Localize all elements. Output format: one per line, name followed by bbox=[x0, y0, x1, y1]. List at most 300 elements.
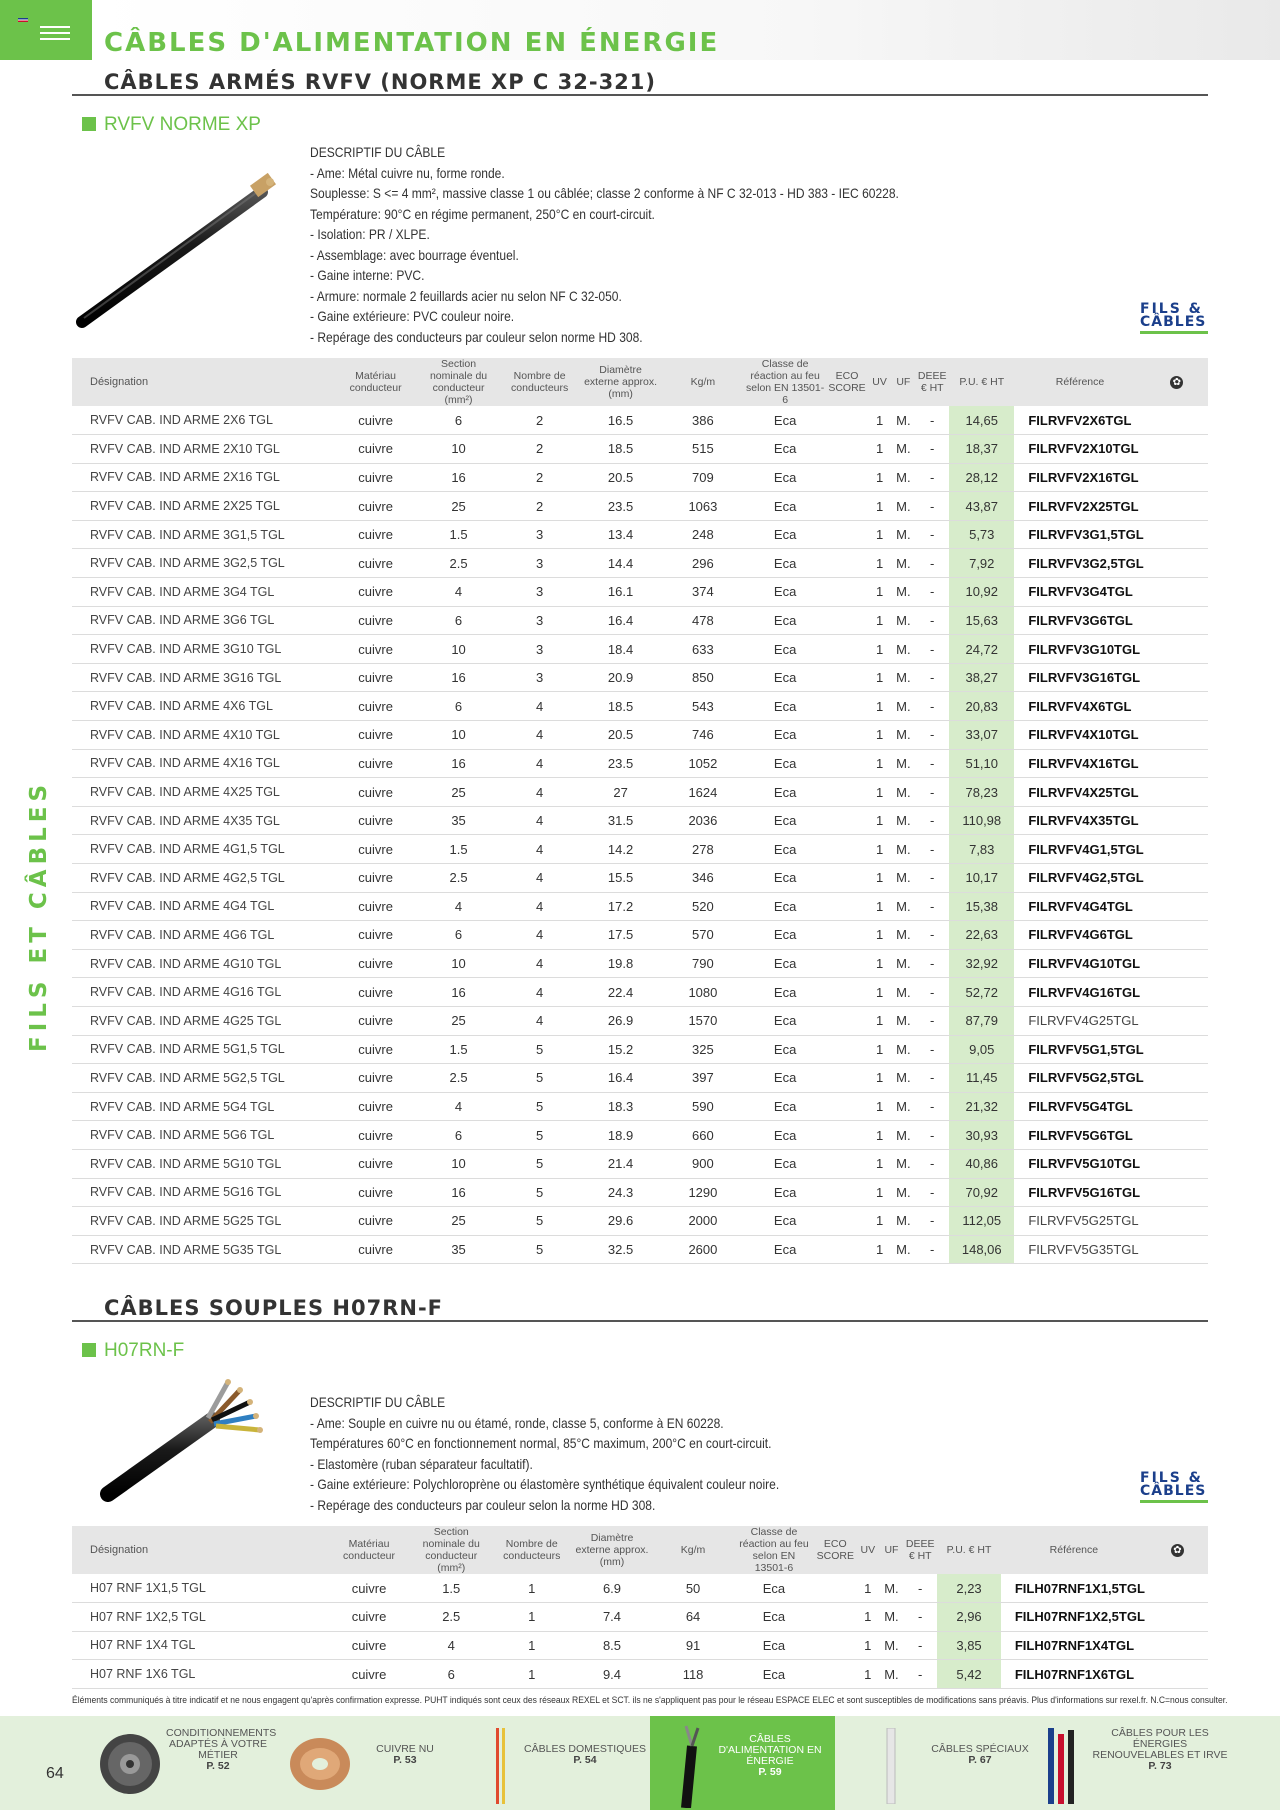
cell-price: 7,83 bbox=[949, 835, 1014, 864]
cell-deee: - bbox=[915, 435, 949, 464]
cell-designation: H07 RNF 1X2,5 TGL bbox=[72, 1603, 328, 1632]
cell-nombre: 4 bbox=[500, 778, 579, 807]
cell-nombre: 4 bbox=[500, 749, 579, 778]
cell-reference: FILRVFV3G6TGL bbox=[1014, 606, 1145, 635]
col-reference: Référence bbox=[1001, 1526, 1147, 1574]
cell-nombre: 4 bbox=[500, 921, 579, 950]
cell-uv: 1 bbox=[868, 435, 892, 464]
bullet-square-icon bbox=[82, 117, 96, 131]
cell-section: 6 bbox=[417, 606, 500, 635]
cell-diametre: 22.4 bbox=[579, 978, 662, 1007]
cell-designation: RVFV CAB. IND ARME 4G2,5 TGL bbox=[72, 864, 334, 893]
col-section: Section nominale du conducteur (mm²) bbox=[417, 358, 500, 406]
col-deee: DEEE € HT bbox=[903, 1526, 937, 1574]
cell-reference: FILRVFV5G25TGL bbox=[1014, 1207, 1145, 1236]
cell-kgm: 64 bbox=[653, 1603, 734, 1632]
cell-designation: RVFV CAB. IND ARME 4X35 TGL bbox=[72, 806, 334, 835]
nav-label: CÂBLES D'ALIMENTATION EN ÉNERGIE bbox=[718, 1733, 822, 1767]
cell-section: 4 bbox=[417, 892, 500, 921]
cell-price: 70,92 bbox=[949, 1178, 1014, 1207]
cell-uv: 1 bbox=[868, 806, 892, 835]
cell-diametre: 16.1 bbox=[579, 578, 662, 607]
table-row bbox=[72, 492, 1208, 521]
cell-designation: RVFV CAB. IND ARME 4G25 TGL bbox=[72, 1006, 334, 1035]
cell-price: 3,85 bbox=[937, 1631, 1001, 1660]
nav-label: CONDITIONNEMENTS ADAPTÉS À VOTRE MÉTIER bbox=[166, 1727, 277, 1761]
cell-kgm: 296 bbox=[662, 549, 744, 578]
col-section: Section nominale du conducteur (mm²) bbox=[410, 1526, 492, 1574]
table-row bbox=[72, 921, 1208, 950]
cell-kgm: 660 bbox=[662, 1121, 744, 1150]
cell-price: 33,07 bbox=[949, 721, 1014, 750]
cell-kgm: 2000 bbox=[662, 1207, 744, 1236]
cell-nombre: 1 bbox=[492, 1660, 571, 1689]
cell-uv: 1 bbox=[868, 1121, 892, 1150]
cell-price: 24,72 bbox=[949, 635, 1014, 664]
table-row bbox=[72, 1603, 1208, 1632]
cell-reference: FILRVFV4X6TGL bbox=[1014, 692, 1145, 721]
cell-materiau: cuivre bbox=[334, 835, 417, 864]
cell-uv: 1 bbox=[868, 892, 892, 921]
cell-deee: - bbox=[915, 721, 949, 750]
cell-reference: FILRVFV3G16TGL bbox=[1014, 663, 1145, 692]
cell-uv: 1 bbox=[856, 1631, 880, 1660]
cell-uf: M. bbox=[891, 1149, 915, 1178]
nav-cables-alimentation[interactable] bbox=[650, 1716, 835, 1810]
cell-classe: Eca bbox=[744, 1035, 826, 1064]
cell-uv: 1 bbox=[868, 1092, 892, 1121]
cell-price: 2,96 bbox=[937, 1603, 1001, 1632]
menu-icon[interactable] bbox=[40, 26, 70, 42]
cell-classe: Eca bbox=[744, 721, 826, 750]
cell-deee: - bbox=[903, 1574, 937, 1603]
cell-uf: M. bbox=[891, 978, 915, 1007]
table-row bbox=[72, 578, 1208, 607]
cell-uf: M. bbox=[891, 1235, 915, 1264]
cell-eco-score bbox=[826, 1121, 867, 1150]
cell-uf: M. bbox=[880, 1574, 904, 1603]
cell-extra bbox=[1146, 921, 1208, 950]
cell-nombre: 5 bbox=[500, 1121, 579, 1150]
cell-extra bbox=[1146, 606, 1208, 635]
nav-label: CÂBLES SPÉCIAUX bbox=[931, 1743, 1029, 1755]
cell-kgm: 118 bbox=[653, 1660, 734, 1689]
cell-eco-score bbox=[826, 1235, 867, 1264]
cell-price: 15,38 bbox=[949, 892, 1014, 921]
table-row bbox=[72, 1178, 1208, 1207]
cell-uf: M. bbox=[891, 406, 915, 435]
cell-diametre: 13.4 bbox=[579, 520, 662, 549]
cell-kgm: 1052 bbox=[662, 749, 744, 778]
cell-classe: Eca bbox=[744, 1006, 826, 1035]
flag-icon bbox=[18, 18, 28, 22]
cell-eco-score bbox=[826, 1064, 867, 1093]
cell-price: 30,93 bbox=[949, 1121, 1014, 1150]
cell-reference: FILH07RNF1X1,5TGL bbox=[1001, 1574, 1147, 1603]
cell-deee: - bbox=[915, 406, 949, 435]
cell-uv: 1 bbox=[868, 578, 892, 607]
cell-classe: Eca bbox=[744, 949, 826, 978]
cell-deee: - bbox=[915, 892, 949, 921]
table-row bbox=[72, 1207, 1208, 1236]
col-uv: UV bbox=[856, 1526, 880, 1574]
cell-eco-score bbox=[826, 635, 867, 664]
table-row bbox=[72, 1149, 1208, 1178]
cell-extra bbox=[1146, 1207, 1208, 1236]
cell-diametre: 31.5 bbox=[579, 806, 662, 835]
cell-section: 10 bbox=[417, 949, 500, 978]
page-number: 64 bbox=[46, 1765, 64, 1782]
nav-page: P. 54 bbox=[573, 1754, 597, 1766]
cell-section: 6 bbox=[417, 1121, 500, 1150]
cell-deee: - bbox=[915, 978, 949, 1007]
cell-nombre: 5 bbox=[500, 1149, 579, 1178]
cell-section: 6 bbox=[417, 692, 500, 721]
col-deee: DEEE € HT bbox=[915, 358, 949, 406]
cell-section: 2.5 bbox=[417, 1064, 500, 1093]
cell-deee: - bbox=[915, 1092, 949, 1121]
table-row bbox=[72, 435, 1208, 464]
cell-materiau: cuivre bbox=[334, 692, 417, 721]
table-row bbox=[72, 1064, 1208, 1093]
cell-uv: 1 bbox=[868, 1064, 892, 1093]
cell-kgm: 50 bbox=[653, 1574, 734, 1603]
cable-description-h07rnf: DESCRIPTIF DU CÂBLE - Ame: Souple en cuivre nu ou étamé, ronde, classe 5, conforme à EN 60228. Températures 60°C en fonctionnement normal, 85°C maximum, 200°C en court-circuit. - Elastomère (ruban séparateur facultatif). - Gaine extérieure: Polychloroprène ou élastomère synthétique équivalent couleur noire. - Repérage des conducteurs par couleur selon la norme HD 308. bbox=[310, 1394, 780, 1513]
cell-eco-score bbox=[826, 578, 867, 607]
cell-kgm: 633 bbox=[662, 635, 744, 664]
cell-diametre: 14.4 bbox=[579, 549, 662, 578]
col-uf: UF bbox=[891, 358, 915, 406]
cell-section: 25 bbox=[417, 1006, 500, 1035]
cell-classe: Eca bbox=[744, 921, 826, 950]
cell-uf: M. bbox=[891, 1207, 915, 1236]
cell-nombre: 3 bbox=[500, 578, 579, 607]
cell-nombre: 5 bbox=[500, 1207, 579, 1236]
cell-deee: - bbox=[915, 663, 949, 692]
cell-nombre: 5 bbox=[500, 1092, 579, 1121]
cell-designation: RVFV CAB. IND ARME 4G6 TGL bbox=[72, 921, 334, 950]
cell-reference: FILRVFV5G1,5TGL bbox=[1014, 1035, 1145, 1064]
cell-kgm: 1290 bbox=[662, 1178, 744, 1207]
cell-materiau: cuivre bbox=[328, 1574, 410, 1603]
cell-kgm: 543 bbox=[662, 692, 744, 721]
cell-classe: Eca bbox=[733, 1574, 814, 1603]
cell-price: 87,79 bbox=[949, 1006, 1014, 1035]
cell-uf: M. bbox=[891, 663, 915, 692]
cell-extra bbox=[1146, 492, 1208, 521]
cell-nombre: 4 bbox=[500, 949, 579, 978]
subtitle-h07rnf: H07RN-F bbox=[82, 1340, 184, 1362]
cell-eco-score bbox=[826, 921, 867, 950]
cell-section: 10 bbox=[417, 721, 500, 750]
table-row bbox=[72, 635, 1208, 664]
cell-designation: RVFV CAB. IND ARME 3G16 TGL bbox=[72, 663, 334, 692]
cell-section: 25 bbox=[417, 778, 500, 807]
cell-price: 32,92 bbox=[949, 949, 1014, 978]
cell-nombre: 4 bbox=[500, 978, 579, 1007]
table-header-row bbox=[72, 1526, 1208, 1574]
eco-flower-icon: ✿ bbox=[1171, 1544, 1184, 1557]
table-row bbox=[72, 692, 1208, 721]
cell-price: 14,65 bbox=[949, 406, 1014, 435]
cell-price: 2,23 bbox=[937, 1574, 1001, 1603]
cell-deee: - bbox=[915, 492, 949, 521]
cell-uv: 1 bbox=[856, 1660, 880, 1689]
col-diametre: Diamètre externe approx. (mm) bbox=[579, 358, 662, 406]
cell-extra bbox=[1146, 806, 1208, 835]
cell-price: 7,92 bbox=[949, 549, 1014, 578]
cell-nombre: 1 bbox=[492, 1574, 571, 1603]
nav-cables-domestiques[interactable] bbox=[480, 1716, 650, 1810]
cell-classe: Eca bbox=[744, 692, 826, 721]
cell-uf: M. bbox=[891, 463, 915, 492]
cell-deee: - bbox=[915, 606, 949, 635]
cell-price: 112,05 bbox=[949, 1207, 1014, 1236]
cell-uf: M. bbox=[891, 1178, 915, 1207]
col-nombre: Nombre de conducteurs bbox=[492, 1526, 571, 1574]
cell-reference: FILRVFV3G2,5TGL bbox=[1014, 549, 1145, 578]
cell-price: 38,27 bbox=[949, 663, 1014, 692]
table-row bbox=[72, 549, 1208, 578]
cell-uv: 1 bbox=[868, 692, 892, 721]
table-row bbox=[72, 978, 1208, 1007]
cell-uf: M. bbox=[891, 1121, 915, 1150]
cell-uv: 1 bbox=[868, 663, 892, 692]
cell-materiau: cuivre bbox=[334, 864, 417, 893]
cell-designation: RVFV CAB. IND ARME 4G16 TGL bbox=[72, 978, 334, 1007]
cell-nombre: 3 bbox=[500, 606, 579, 635]
cell-materiau: cuivre bbox=[334, 1149, 417, 1178]
cell-deee: - bbox=[915, 463, 949, 492]
cell-materiau: cuivre bbox=[334, 978, 417, 1007]
cell-nombre: 4 bbox=[500, 1006, 579, 1035]
cell-reference: FILRVFV2X10TGL bbox=[1014, 435, 1145, 464]
cell-eco-score bbox=[826, 892, 867, 921]
cell-diametre: 17.5 bbox=[579, 921, 662, 950]
cell-nombre: 4 bbox=[500, 692, 579, 721]
cell-reference: FILH07RNF1X2,5TGL bbox=[1001, 1603, 1147, 1632]
cell-materiau: cuivre bbox=[328, 1603, 410, 1632]
cell-section: 1.5 bbox=[410, 1574, 492, 1603]
cell-extra bbox=[1146, 1035, 1208, 1064]
cell-designation: RVFV CAB. IND ARME 4X16 TGL bbox=[72, 749, 334, 778]
cell-nombre: 1 bbox=[492, 1603, 571, 1632]
nav-cables-energies-renouvelables[interactable] bbox=[1040, 1716, 1240, 1810]
cell-kgm: 1624 bbox=[662, 778, 744, 807]
cell-diametre: 29.6 bbox=[579, 1207, 662, 1236]
cell-uf: M. bbox=[880, 1631, 904, 1660]
table-row bbox=[72, 606, 1208, 635]
cell-section: 4 bbox=[410, 1631, 492, 1660]
cell-uf: M. bbox=[880, 1660, 904, 1689]
cell-uv: 1 bbox=[868, 778, 892, 807]
cell-classe: Eca bbox=[744, 606, 826, 635]
cell-classe: Eca bbox=[733, 1660, 814, 1689]
cell-eco-score bbox=[826, 1178, 867, 1207]
cell-section: 10 bbox=[417, 435, 500, 464]
cell-uf: M. bbox=[891, 492, 915, 521]
cell-diametre: 26.9 bbox=[579, 1006, 662, 1035]
cell-uv: 1 bbox=[868, 406, 892, 435]
cell-classe: Eca bbox=[744, 1178, 826, 1207]
cell-materiau: cuivre bbox=[334, 1035, 417, 1064]
cell-materiau: cuivre bbox=[334, 806, 417, 835]
cell-classe: Eca bbox=[744, 978, 826, 1007]
page-title: CÂBLES D'ALIMENTATION EN ÉNERGIE bbox=[104, 28, 720, 58]
cell-materiau: cuivre bbox=[334, 1121, 417, 1150]
cell-extra bbox=[1146, 1092, 1208, 1121]
nav-label: CÂBLES DOMESTIQUES bbox=[524, 1743, 646, 1755]
col-nombre: Nombre de conducteurs bbox=[500, 358, 579, 406]
cell-deee: - bbox=[915, 1207, 949, 1236]
cell-deee: - bbox=[903, 1603, 937, 1632]
cell-eco-score bbox=[826, 492, 867, 521]
cable-reel-icon bbox=[98, 1726, 162, 1802]
nav-cables-speciaux[interactable] bbox=[860, 1716, 1050, 1810]
cell-diametre: 23.5 bbox=[579, 749, 662, 778]
fils-cables-logo: FILS & CÂBLES bbox=[1140, 303, 1210, 337]
cell-deee: - bbox=[915, 520, 949, 549]
cell-classe: Eca bbox=[744, 778, 826, 807]
table-row bbox=[72, 463, 1208, 492]
cell-uv: 1 bbox=[868, 1035, 892, 1064]
cell-classe: Eca bbox=[744, 1064, 826, 1093]
cell-materiau: cuivre bbox=[334, 1178, 417, 1207]
cell-uv: 1 bbox=[868, 949, 892, 978]
cell-eco-score bbox=[826, 463, 867, 492]
cell-section: 2.5 bbox=[410, 1603, 492, 1632]
col-kgm: Kg/m bbox=[662, 358, 744, 406]
cell-reference: FILRVFV4G10TGL bbox=[1014, 949, 1145, 978]
table-row bbox=[72, 835, 1208, 864]
cell-designation: RVFV CAB. IND ARME 5G25 TGL bbox=[72, 1207, 334, 1236]
cell-kgm: 520 bbox=[662, 892, 744, 921]
nav-cuivre-nu[interactable] bbox=[280, 1716, 450, 1810]
cell-reference: FILRVFV4X10TGL bbox=[1014, 721, 1145, 750]
cell-extra bbox=[1146, 749, 1208, 778]
cell-classe: Eca bbox=[744, 578, 826, 607]
col-eco-icon bbox=[1146, 358, 1208, 406]
cell-classe: Eca bbox=[744, 549, 826, 578]
cell-uv: 1 bbox=[868, 1178, 892, 1207]
cell-price: 43,87 bbox=[949, 492, 1014, 521]
cell-kgm: 325 bbox=[662, 1035, 744, 1064]
cell-deee: - bbox=[915, 549, 949, 578]
nav-conditionnements[interactable] bbox=[94, 1716, 277, 1810]
cell-extra bbox=[1147, 1603, 1208, 1632]
cell-kgm: 570 bbox=[662, 921, 744, 950]
cell-kgm: 1063 bbox=[662, 492, 744, 521]
cell-extra bbox=[1146, 1235, 1208, 1264]
table-header-row bbox=[72, 358, 1208, 406]
cell-eco-score bbox=[826, 721, 867, 750]
cell-section: 1.5 bbox=[417, 520, 500, 549]
cell-classe: Eca bbox=[744, 406, 826, 435]
cell-section: 25 bbox=[417, 492, 500, 521]
cell-deee: - bbox=[915, 835, 949, 864]
bullet-square-icon bbox=[82, 1343, 96, 1357]
cell-section: 35 bbox=[417, 1235, 500, 1264]
table-row bbox=[72, 864, 1208, 893]
cell-designation: RVFV CAB. IND ARME 5G2,5 TGL bbox=[72, 1064, 334, 1093]
cell-deee: - bbox=[915, 949, 949, 978]
cell-designation: RVFV CAB. IND ARME 2X6 TGL bbox=[72, 406, 334, 435]
eco-flower-icon: ✿ bbox=[1170, 376, 1183, 389]
cell-diametre: 9.4 bbox=[571, 1660, 653, 1689]
cell-reference: FILH07RNF1X4TGL bbox=[1001, 1631, 1147, 1660]
cell-uf: M. bbox=[891, 864, 915, 893]
nav-page: P. 67 bbox=[968, 1754, 992, 1766]
cell-kgm: 515 bbox=[662, 435, 744, 464]
cell-reference: FILRVFV4G4TGL bbox=[1014, 892, 1145, 921]
cell-uf: M. bbox=[880, 1603, 904, 1632]
col-uf: UF bbox=[880, 1526, 904, 1574]
cell-materiau: cuivre bbox=[334, 1207, 417, 1236]
cell-uv: 1 bbox=[868, 1149, 892, 1178]
cell-deee: - bbox=[915, 749, 949, 778]
cell-diametre: 24.3 bbox=[579, 1178, 662, 1207]
cell-deee: - bbox=[915, 1178, 949, 1207]
cell-eco-score bbox=[826, 1092, 867, 1121]
cell-nombre: 3 bbox=[500, 549, 579, 578]
cell-deee: - bbox=[903, 1660, 937, 1689]
col-classe: Classe de réaction au feu selon EN 13501-6 bbox=[733, 1526, 814, 1574]
col-designation: Désignation bbox=[72, 358, 334, 406]
cell-diametre: 6.9 bbox=[571, 1574, 653, 1603]
table-row bbox=[72, 406, 1208, 435]
cell-deee: - bbox=[915, 1064, 949, 1093]
side-category-label: FILS ET CÂBLES bbox=[26, 779, 52, 1052]
cell-uv: 1 bbox=[868, 635, 892, 664]
cell-price: 15,63 bbox=[949, 606, 1014, 635]
cell-price: 52,72 bbox=[949, 978, 1014, 1007]
table-row bbox=[72, 1660, 1208, 1689]
cell-extra bbox=[1146, 578, 1208, 607]
cell-eco-score bbox=[826, 692, 867, 721]
cell-eco-score bbox=[826, 606, 867, 635]
cell-uv: 1 bbox=[868, 1207, 892, 1236]
cell-kgm: 374 bbox=[662, 578, 744, 607]
cell-materiau: cuivre bbox=[334, 520, 417, 549]
cell-designation: RVFV CAB. IND ARME 4X6 TGL bbox=[72, 692, 334, 721]
cell-deee: - bbox=[915, 1149, 949, 1178]
cell-section: 2.5 bbox=[417, 864, 500, 893]
cell-uf: M. bbox=[891, 721, 915, 750]
col-price: P.U. € HT bbox=[949, 358, 1014, 406]
cell-nombre: 4 bbox=[500, 806, 579, 835]
menu-box[interactable] bbox=[0, 0, 92, 60]
cell-uv: 1 bbox=[856, 1574, 880, 1603]
cell-materiau: cuivre bbox=[334, 606, 417, 635]
cell-kgm: 478 bbox=[662, 606, 744, 635]
cell-price: 148,06 bbox=[949, 1235, 1014, 1264]
cell-kgm: 397 bbox=[662, 1064, 744, 1093]
cell-uf: M. bbox=[891, 835, 915, 864]
col-eco: ECO SCORE bbox=[826, 358, 867, 406]
cell-designation: RVFV CAB. IND ARME 4G4 TGL bbox=[72, 892, 334, 921]
cell-diametre: 8.5 bbox=[571, 1631, 653, 1660]
cell-uf: M. bbox=[891, 692, 915, 721]
cell-designation: RVFV CAB. IND ARME 3G6 TGL bbox=[72, 606, 334, 635]
armored-cable-image bbox=[74, 172, 284, 332]
cell-extra bbox=[1146, 663, 1208, 692]
col-materiau: Matériau conducteur bbox=[328, 1526, 410, 1574]
nav-page: P. 52 bbox=[206, 1760, 230, 1772]
product-table-h07rnf bbox=[72, 1526, 1208, 1689]
cell-materiau: cuivre bbox=[334, 949, 417, 978]
cell-reference: FILRVFV5G2,5TGL bbox=[1014, 1064, 1145, 1093]
cell-price: 110,98 bbox=[949, 806, 1014, 835]
